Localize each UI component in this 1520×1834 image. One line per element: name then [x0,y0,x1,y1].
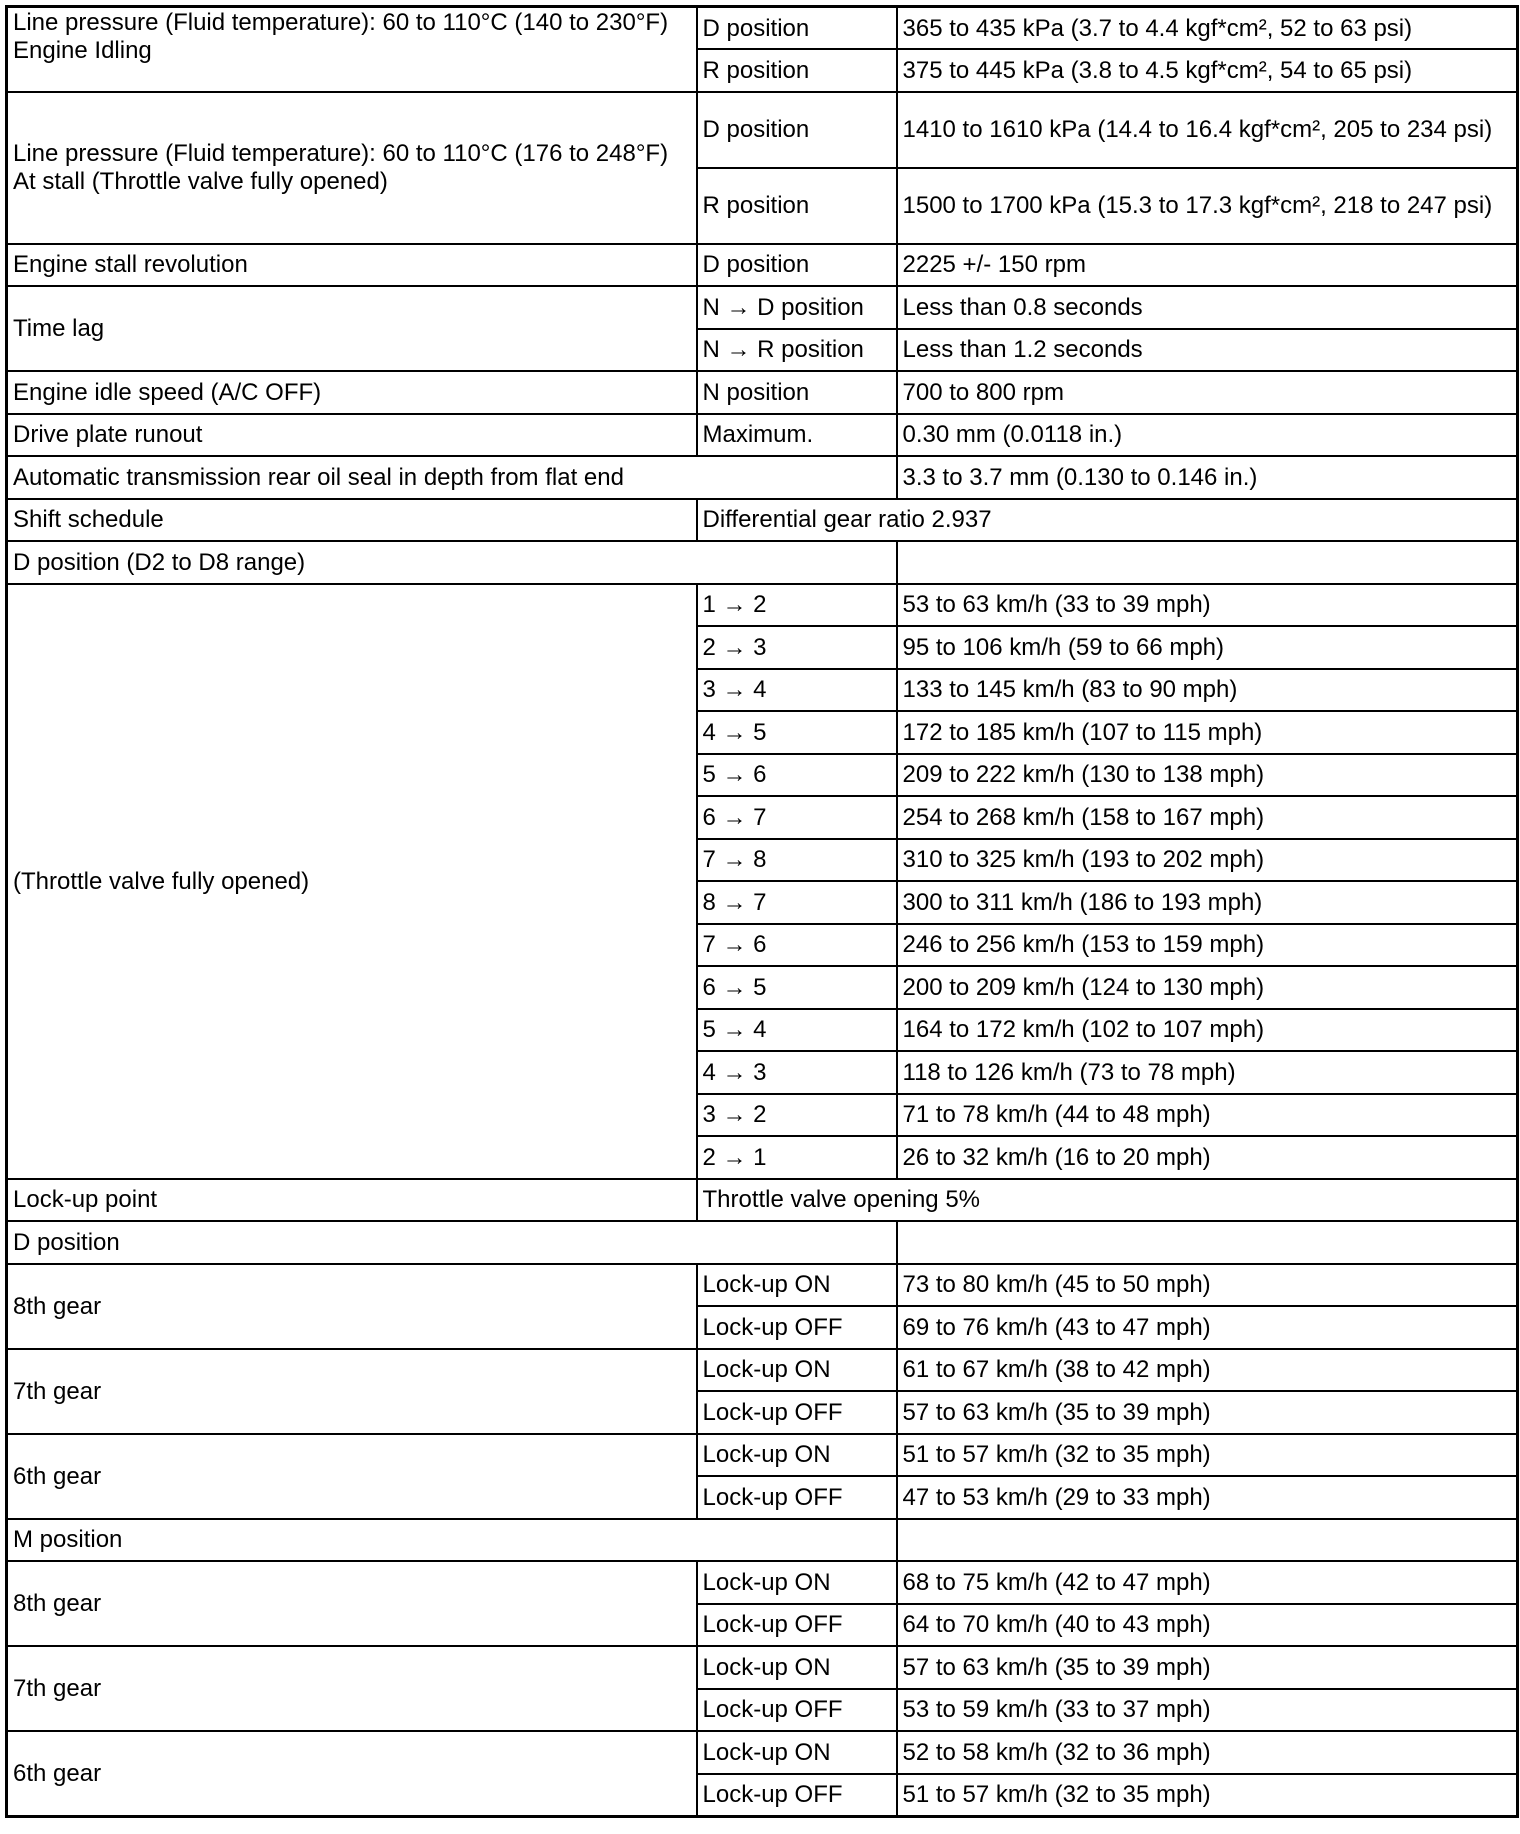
lockup-state-cell: Lock-up OFF [697,1604,897,1647]
idle-speed-label: Engine idle speed (A/C OFF) [7,371,697,414]
shift-cell: 1 → 2 [697,584,897,627]
gear-label: 7th gear [7,1646,697,1731]
shift-cell: 4 → 3 [697,1051,897,1094]
position-cell: N → R position [697,329,897,372]
spec-table-body [7,7,1518,1817]
value-cell: 26 to 32 km/h (16 to 20 mph) [897,1136,1518,1179]
table-row [7,1561,1518,1604]
value-cell: 133 to 145 km/h (83 to 90 mph) [897,669,1518,712]
value-cell: 2225 +/- 150 rpm [897,244,1518,287]
value-cell: 47 to 53 km/h (29 to 33 mph) [897,1476,1518,1519]
value-cell: 246 to 256 km/h (153 to 159 mph) [897,924,1518,967]
shift-schedule-value: Differential gear ratio 2.937 [697,499,1518,542]
table-row [7,286,1518,329]
lockup-state-cell: Lock-up ON [697,1731,897,1774]
shift-cell: 5 → 6 [697,754,897,797]
gear-label: 7th gear [7,1349,697,1434]
table-row [7,244,1518,287]
shift-cell: 3 → 2 [697,1094,897,1137]
table-row [7,584,1518,627]
table-row [7,1221,1518,1264]
shift-cell: 5 → 4 [697,1009,897,1052]
table-row [7,371,1518,414]
lockup-state-cell: Lock-up ON [697,1264,897,1307]
value-cell: 300 to 311 km/h (186 to 193 mph) [897,881,1518,924]
value-cell: 53 to 59 km/h (33 to 37 mph) [897,1689,1518,1732]
table-row [7,1434,1518,1477]
lockup-state-cell: Lock-up OFF [697,1391,897,1434]
value-cell: 69 to 76 km/h (43 to 47 mph) [897,1306,1518,1349]
line-pressure-idle-label [7,7,697,92]
table-row [7,1179,1518,1222]
value-cell: 164 to 172 km/h (102 to 107 mph) [897,1009,1518,1052]
value-cell: 310 to 325 km/h (193 to 202 mph) [897,839,1518,882]
gear-label: 8th gear [7,1561,697,1646]
engine-stall-label: Engine stall revolution [7,244,697,287]
shift-cell: 6 → 7 [697,796,897,839]
value-cell: 700 to 800 rpm [897,371,1518,414]
value-cell: 1410 to 1610 kPa (14.4 to 16.4 kgf*cm², 205 to 234 psi) [897,92,1518,168]
line-pressure-stall-label [7,92,697,244]
line-pressure-stall-condition: Line pressure (Fluid temperature): 60 to 110°C (176 to 248°F) [13,140,669,167]
lockup-state-cell: Lock-up OFF [697,1476,897,1519]
empty-cell [897,1221,1518,1264]
value-cell: 254 to 268 km/h (158 to 167 mph) [897,796,1518,839]
line-pressure-idle-state: Engine Idling [13,37,152,64]
table-row [7,7,1518,50]
shift-cell: 7 → 6 [697,924,897,967]
table-row [7,1731,1518,1774]
lockup-point-value: Throttle valve opening 5% [697,1179,1518,1222]
value-cell: 3.3 to 3.7 mm (0.130 to 0.146 in.) [897,456,1518,499]
value-cell: 200 to 209 km/h (124 to 130 mph) [897,966,1518,1009]
value-cell: 57 to 63 km/h (35 to 39 mph) [897,1391,1518,1434]
table-row [7,541,1518,584]
position-cell: N position [697,371,897,414]
shift-schedule-label: Shift schedule [7,499,697,542]
position-cell: D position [697,92,897,168]
time-lag-label: Time lag [7,286,697,371]
shift-cell: 3 → 4 [697,669,897,712]
position-cell: R position [697,168,897,244]
position-cell: D position [697,7,897,50]
value-cell: 172 to 185 km/h (107 to 115 mph) [897,711,1518,754]
lockup-state-cell: Lock-up OFF [697,1774,897,1817]
value-cell: 209 to 222 km/h (130 to 138 mph) [897,754,1518,797]
shift-cell: 8 → 7 [697,881,897,924]
value-cell: 118 to 126 km/h (73 to 78 mph) [897,1051,1518,1094]
table-row [7,456,1518,499]
value-cell: Less than 0.8 seconds [897,286,1518,329]
empty-cell [897,1519,1518,1562]
shift-cell: 4 → 5 [697,711,897,754]
value-cell: 64 to 70 km/h (40 to 43 mph) [897,1604,1518,1647]
value-cell: 0.30 mm (0.0118 in.) [897,414,1518,457]
value-cell: 375 to 445 kPa (3.8 to 4.5 kgf*cm², 54 to 65 psi) [897,49,1518,92]
table-row [7,1349,1518,1392]
value-cell: 52 to 58 km/h (32 to 36 mph) [897,1731,1518,1774]
value-cell: Less than 1.2 seconds [897,329,1518,372]
shift-cell: 2 → 1 [697,1136,897,1179]
position-cell: N → D position [697,286,897,329]
value-cell: 68 to 75 km/h (42 to 47 mph) [897,1561,1518,1604]
value-cell: 71 to 78 km/h (44 to 48 mph) [897,1094,1518,1137]
lockup-state-cell: Lock-up ON [697,1561,897,1604]
lockup-state-cell: Lock-up ON [697,1646,897,1689]
value-cell: 61 to 67 km/h (38 to 42 mph) [897,1349,1518,1392]
table-row [7,1264,1518,1307]
position-cell: D position [697,244,897,287]
value-cell: 57 to 63 km/h (35 to 39 mph) [897,1646,1518,1689]
table-row [7,499,1518,542]
table-row [7,92,1518,168]
value-cell: 1500 to 1700 kPa (15.3 to 17.3 kgf*cm², 218 to 247 psi) [897,168,1518,244]
table-row [7,414,1518,457]
lockup-point-label: Lock-up point [7,1179,697,1222]
lockup-d-header: D position [7,1221,897,1264]
lockup-state-cell: Lock-up OFF [697,1689,897,1732]
empty-cell [897,541,1518,584]
shift-cell: 7 → 8 [697,839,897,882]
table-row [7,1646,1518,1689]
position-cell: Maximum. [697,414,897,457]
lockup-state-cell: Lock-up ON [697,1349,897,1392]
lockup-m-header: M position [7,1519,897,1562]
value-cell: 51 to 57 km/h (32 to 35 mph) [897,1774,1518,1817]
gear-label: 8th gear [7,1264,697,1349]
d-range-label: (Throttle valve fully opened) [7,584,697,1179]
table-row [7,1519,1518,1562]
drive-plate-label: Drive plate runout [7,414,697,457]
position-cell: R position [697,49,897,92]
gear-label: 6th gear [7,1731,697,1816]
specification-table [5,5,1519,1818]
value-cell: 365 to 435 kPa (3.7 to 4.4 kgf*cm², 52 to 63 psi) [897,7,1518,50]
lockup-state-cell: Lock-up ON [697,1434,897,1477]
lockup-state-cell: Lock-up OFF [697,1306,897,1349]
rear-oil-seal-label: Automatic transmission rear oil seal in depth from flat end [7,456,897,499]
value-cell: 95 to 106 km/h (59 to 66 mph) [897,626,1518,669]
d-range-header: D position (D2 to D8 range) [7,541,897,584]
shift-cell: 2 → 3 [697,626,897,669]
gear-label: 6th gear [7,1434,697,1519]
value-cell: 73 to 80 km/h (45 to 50 mph) [897,1264,1518,1307]
value-cell: 51 to 57 km/h (32 to 35 mph) [897,1434,1518,1477]
line-pressure-stall-state: At stall (Throttle valve fully opened) [13,168,388,195]
shift-cell: 6 → 5 [697,966,897,1009]
line-pressure-idle-condition: Line pressure (Fluid temperature): 60 to 110°C (140 to 230°F) [13,9,669,36]
value-cell: 53 to 63 km/h (33 to 39 mph) [897,584,1518,627]
